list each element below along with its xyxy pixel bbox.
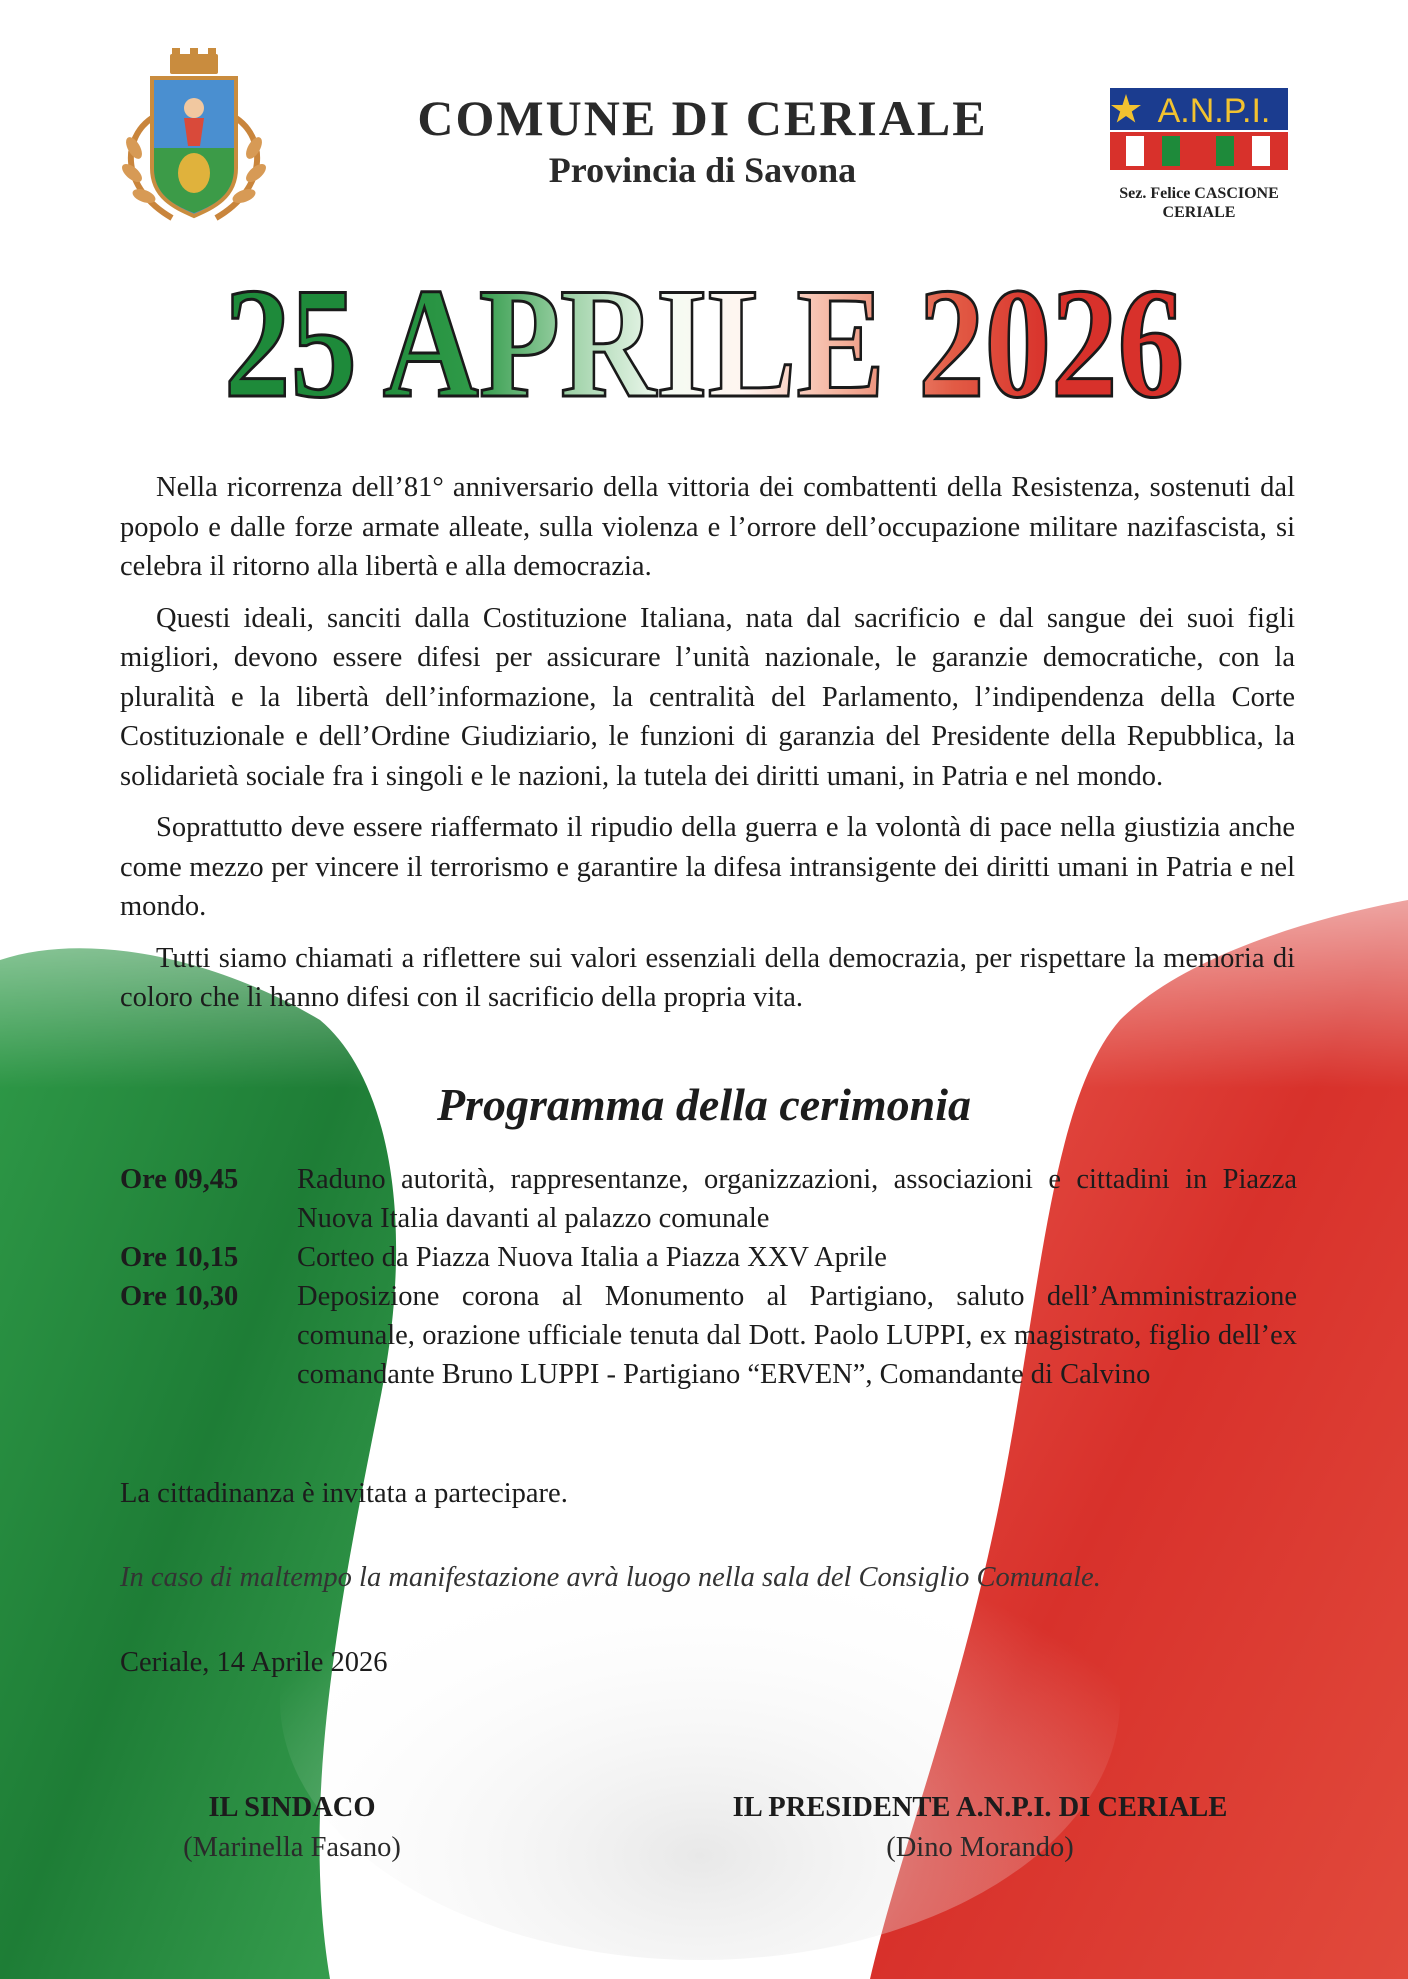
signature-name: (Marinella Fasano) xyxy=(183,1832,401,1863)
signature-anpi-president xyxy=(670,1788,1290,1868)
provincia-subtitle: Provincia di Savona xyxy=(548,149,857,190)
program-description: Raduno autorità, rappresentanze, organizzazioni, associazioni e cittadini in Piazza Nuova Italia davanti al palazzo comunale xyxy=(297,1164,1297,1234)
anpi-section-caption xyxy=(1090,184,1308,222)
program-time: Ore 10,30 xyxy=(120,1281,239,1312)
program-description: Deposizione corona al Monumento al Partigiano, saluto dell’Amministrazione comunale, orazione ufficiale tenuta dal Dott. Paolo LUPPI, ex magistrato, figlio dell’ex comandante Bruno LUPPI - Partigiano “ERVEN”, Comandante di Calvino xyxy=(297,1281,1297,1390)
program-item xyxy=(120,1277,1300,1394)
title-25-aprile xyxy=(0,256,1408,426)
program-item xyxy=(120,1238,1300,1277)
program-list xyxy=(120,1160,1300,1394)
paragraph-3: Soprattutto deve essere riaffermato il ripudio della guerra e la volontà di pace nella giustizia anche come mezzo per vincere il terrorismo e garantire la difesa intransigente dei diritti umani in Patria e nel mondo. xyxy=(120,812,1295,922)
place-date: Ceriale, 14 Aprile 2026 xyxy=(120,1647,388,1678)
bad-weather-note: In caso di maltempo la manifestazione avrà luogo nella sala del Consiglio Comunale. xyxy=(120,1562,1101,1593)
anpi-caption-line2: CERIALE xyxy=(1162,204,1236,222)
intro-text xyxy=(120,468,1295,1030)
program-time: Ore 10,15 xyxy=(120,1242,239,1273)
anpi-logo xyxy=(1110,88,1288,170)
main-date-title: 25 APRILE 2026 xyxy=(224,256,1184,426)
program-time: Ore 09,45 xyxy=(120,1164,239,1195)
signature-role: IL SINDACO xyxy=(208,1792,376,1823)
paragraph-4: Tutti siamo chiamati a riflettere sui valori essenziali della democrazia, per rispettare la memoria di coloro che li hanno difesi con il sacrificio della propria vita. xyxy=(120,942,1295,1013)
program-item xyxy=(120,1160,1300,1238)
comune-crest-icon xyxy=(112,48,276,228)
anpi-logo-text: A.N.P.I. xyxy=(1157,92,1271,130)
header xyxy=(360,92,1045,191)
paragraph-1: Nella ricorrenza dell’81° anniversario della vittoria dei combattenti della Resistenza, sostenuti dal popolo e dalle forze armate alleate, sulla violenza e l’orrore dell’occupazione militare nazifascista, si celebra il ritorno alla libertà e alla democrazia. xyxy=(120,472,1295,582)
signature-mayor xyxy=(112,1788,472,1868)
signature-name: (Dino Morando) xyxy=(886,1832,1074,1863)
signature-role: IL PRESIDENTE A.N.P.I. DI CERIALE xyxy=(732,1792,1228,1823)
program-description: Corteo da Piazza Nuova Italia a Piazza XXV Aprile xyxy=(297,1242,887,1273)
paragraph-2: Questi ideali, sanciti dalla Costituzione Italiana, nata dal sacrificio e dal sangue dei suoi figli migliori, devono essere difesi per assicurare l’unità nazionale, le garanzie democratiche, con la pluralità e la libertà dell’informazione, la centralità del Parlamento, l’indipendenza della Corte Costituzionale e dell’Ordine Giudiziario, le funzioni di garanzia del Presidente della Repubblica, la solidarietà sociale fra i singoli e le nazioni, la tutela dei diritti umani, in Patria e nel mondo. xyxy=(120,602,1295,792)
comune-title: COMUNE DI CERIALE xyxy=(417,90,988,146)
anpi-caption-line1: Sez. Felice CASCIONE xyxy=(1119,185,1279,202)
program-title: Programma della cerimonia xyxy=(436,1079,972,1130)
invitation-text: La cittadinanza è invitata a partecipare. xyxy=(120,1478,568,1509)
